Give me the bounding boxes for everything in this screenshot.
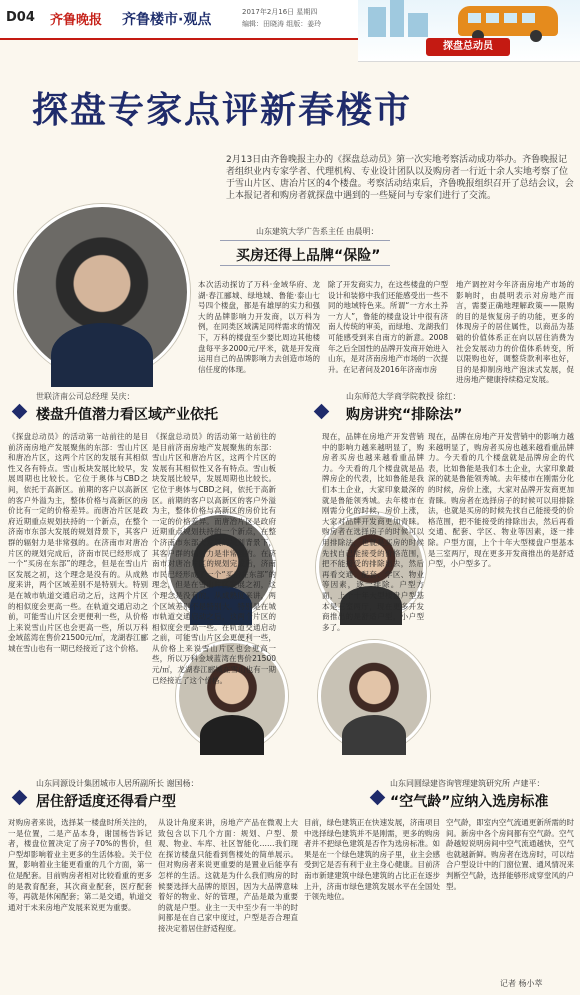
article-column: 现在，品牌在房地产开发营销中的影响力越来越明显了，购房者买房也越来越看重品牌力。今天看的几个楼盘就是品牌房企的代表，比如鲁能是我们本土企业，大家印象最深的就是鲁能领秀城。去年楼市在刚需分化的时候，房价上涨，大家对品牌开发商更加青睐。购房者在选择房子的时候可以用排除法，也就是买房的时候先找自己能接受的价格范围，把不能接受的排除出去，然后再看交通、配套、学区、物业等因素，逐一排除。户型方面，上个十年大型楼盘户型基本是三室两厅，现在更多开发商推出的是舒适户型，小户型多了。 — [428, 432, 574, 569]
article-column: 现在，品牌在房地产开发营销中的影响力越来越明显了，购房者买房也越来越看重品牌力。今天看的几个楼盘就是品牌房企的代表，比如鲁能是我们本土企业，大家印象最深的就是鲁能领秀城。去年楼市在刚需分化的时候，房价上涨，大家对品牌开发商更加青睐。购房者在选择房子的时候可以用排除法，也就是买房的时候先找自己能接受的价格范围，把不能接受的排除出去，然后再看交通、配套、学区、物业等因素，逐一排除。户型方面，上个十年大型楼盘户型基本是三室两厅，现在更多开发商推出的是舒适户型，小户型多了。 — [322, 432, 424, 632]
expert-headline: 买房还得上品牌“保险” — [236, 248, 381, 264]
banner-label: 探盘总动员 — [426, 38, 510, 56]
expert-photo-lu-jianping — [318, 640, 430, 752]
article-column: 《探盘总动员》的活动第一站前往的是目前济南房地产发展聚焦的东部：雪山片区和唐冶片区，这两个片区的发展有其相似性又各有特点。雪山板块发展比较早，发展周期也比较长。它位于奥体与CBD之间，依托于高新区。前期的客户以高新区的客户外溢为主，整体价格与高新区的房价比有一定的价格差异。而唐冶片区是政府近期重点规划扶持的一个新点，在整个济南市东部大发展的规划背景下，其客户群的辐射力是非常强的。在济南市对唐冶片区的规划完成后，济南市民已经形成了一个“买房在东部”的理念，但是在雪山片区发展之初，这个理念是没有的。从成熟度来讲，两个区域差别不是特别大。特别是在城市轨道交通启动之后，这两个片区的相似度会更高一些。在轨道交通启动之前，可能雪山片区会更便利一些，从价格上来说雪山片区也会更高一些，所以万科金域蓝湾在售价21500元/㎡，龙湖春江郦城在雪山也有一期已经接近了这个价格。 — [8, 432, 148, 653]
article-column: 本次活动探访了万科·金域华府、龙湖·春江郦城、绿地城、鲁能·泰山七号四个楼盘，都是有雄厚的实力和强大的品牌影响力开发商，以万科为例，在同类区域满足同样需求的情况下，万科的楼盘至少要比周边其他楼盘每平多2000元/平米，就是开发商运用自己的品牌影响力去创造市场的信任度的体现。 — [198, 280, 320, 374]
column-banner — [358, 0, 580, 62]
page-number: D04 — [6, 10, 35, 25]
expert-headline: “空气龄”应纳入选房标准 — [390, 794, 549, 810]
building-icon — [408, 13, 428, 37]
expert-name: 山东同源设计集团城市人居所副所长 谢国杨： — [36, 779, 199, 788]
reporter-byline: 记者 杨小萃 — [500, 979, 543, 988]
newspaper-logo: 齐鲁晚报 — [50, 13, 103, 28]
expert-headline: 居住舒适度还得看户型 — [36, 794, 176, 810]
editor-credits: 编辑：田晓涛 组版：姜玲 — [242, 20, 322, 28]
issue-date: 2017年2月16日 星期四 — [242, 8, 318, 16]
diamond-icon — [12, 790, 28, 806]
section-title: 齐鲁楼市·观点 — [122, 12, 212, 28]
diamond-icon — [370, 790, 386, 806]
building-icon — [368, 7, 386, 37]
expert-name: 世联济南公司总经理 吴庆： — [36, 392, 135, 401]
article-column: 对购房者来说，选择某一楼盘时所关注的，一是位置，二是产品本身，谢国杨告诉记者，楼盘位置决定了房子70%的售价，但户型却影响着业主更多的生活体验。关于位置，影响着业主能更看重的几个方面，第一位是配套。目前购房者相对比较看重的更多的是教育配套，其次商业配套，医疗配套等，再就是休闲配套；第二是交通，轨道交通对于未来房地产发展来说更为重要。 — [8, 818, 152, 912]
expert-name: 山东师范大学商学院教授 徐红： — [346, 392, 461, 401]
diamond-icon — [12, 404, 28, 420]
article-column: 《探盘总动员》的活动第一站前往的是目前济南房地产发展聚焦的东部：雪山片区和唐冶片区，这两个片区的发展有其相似性又各有特点。雪山板块发展比较早，发展周期也比较长。它位于奥体与CBD之间，依托于高新区。前期的客户以高新区的客户外溢为主，整体价格与高新区的房价比有一定的价格差异。而唐冶片区是政府近期重点规划扶持的一个新点，在整个济南市东部大发展的规划背景下，其客户群的辐射力是非常强的。在济南市对唐冶片区的规划完成后，济南市民已经形成了一个“买房在东部”的理念，但是在雪山片区发展之初，这个理念是没有的。从成熟度来讲，两个区域差别不是特别大。特别是在城市轨道交通启动之后，这两个片区的相似度会更高一些。在轨道交通启动之前，可能雪山片区会更便利一些，从价格上来说雪山片区也会更高一些，所以万科金域蓝湾在售价21500元/㎡，龙湖春江郦城在雪山也有一期已经接近了这个价格。 — [152, 432, 276, 685]
article-column: 从设计角度来讲，房地产产品在微观上大致包含以下几个方面：规划、户型、景观、物业、车库、社区智能化……我们现在探访楼盘只能看到售楼处的简单展示。但对购房者来说更重要的是置业后能享有怎样的生活。这就是为什么我们购房的时候要选择大品牌的原因，因为大品牌意味着好的物业、好的管理，产品是最为重要的就是户型。业主一天中至少有一半的时间都是在自己家中度过，户型是否合理直接决定着居住舒适程度。 — [158, 818, 298, 933]
article-column: 空气龄，即室内空气流通更新所需的时间。新房中各个房间都有空气龄。空气龄越短说明房间中空气流通越快，空气也就越新鲜。购房者在选房时，可以结合户型设计中的门窗位置、通风情况来判断空气龄，选择能够形成穿堂风的户型。 — [446, 818, 574, 891]
expert-headline: 楼盘升值潜力看区域产业依托 — [36, 407, 218, 423]
expert-photo-you-chenming — [14, 204, 190, 380]
bus-icon — [458, 6, 558, 36]
expert-name: 山东同圆绿建咨询管理建筑研究所 卢建平： — [390, 779, 545, 788]
lead-paragraph: 2月13日由齐鲁晚报主办的《探盘总动员》第一次实地考察活动成功举办。齐鲁晚报记者组织业内专家学者、代理机构、专业设计团队以及购房者一行近十余人实地考察了位于雪山片区、唐冶片区的4个楼盘。考察活动结束后，齐鲁晚报组织召开了总结会议，会上本报记者和购房者就探盘中遇到的一些疑问与专家们进行了交流。 — [226, 155, 574, 201]
expert-name: 山东建筑大学广告系主任 由晨明： — [256, 227, 379, 236]
article-column: 地产调控对今年济南房地产市场的影响时，由晨明表示对房地产而言，需要正确地理解政策——限购的目的是恢复房子的功能，更多的体现房子的居住属性，以商品为基础的价值体系正在向以居住消费为社会发展动力的价值体系转变，所以限购也好，调整贷款利率也好，目的是抑制房地产泡沫式发展，促进房地产健康持续稳定发展。 — [456, 280, 574, 385]
article-column: 目前，绿色建筑正在快速发展，济南项目中选择绿色建筑并不是刚需，更多的购房者并不把绿色建筑是否作为选房标准。如果是在一个绿色建筑的房子里，业主会感受到它是否有利于业主身心健康。目前济南市新建建筑中绿色建筑的占比正在逐步上升，济南市绿色建筑发展水平在全国处于领先地位。 — [304, 818, 440, 902]
building-icon — [390, 0, 404, 37]
expert-headline: 购房讲究“排除法” — [346, 407, 463, 423]
main-headline: 探盘专家点评新春楼市 — [32, 89, 413, 131]
article-column: 除了开发商实力，在这些楼盘的户型设计和装修中我们还能感受出一些不同的地域特色来。所谓“一方水土养一方人”，鲁能的楼盘设计中很有济南人传统的审美，而绿地、龙湖我们可能感受到来自南方的新意。2008年之后全国性的品牌开发商开始进入山东，是对济南房地产市场的一次提升。在记者问及2016年济南市房 — [328, 280, 448, 374]
